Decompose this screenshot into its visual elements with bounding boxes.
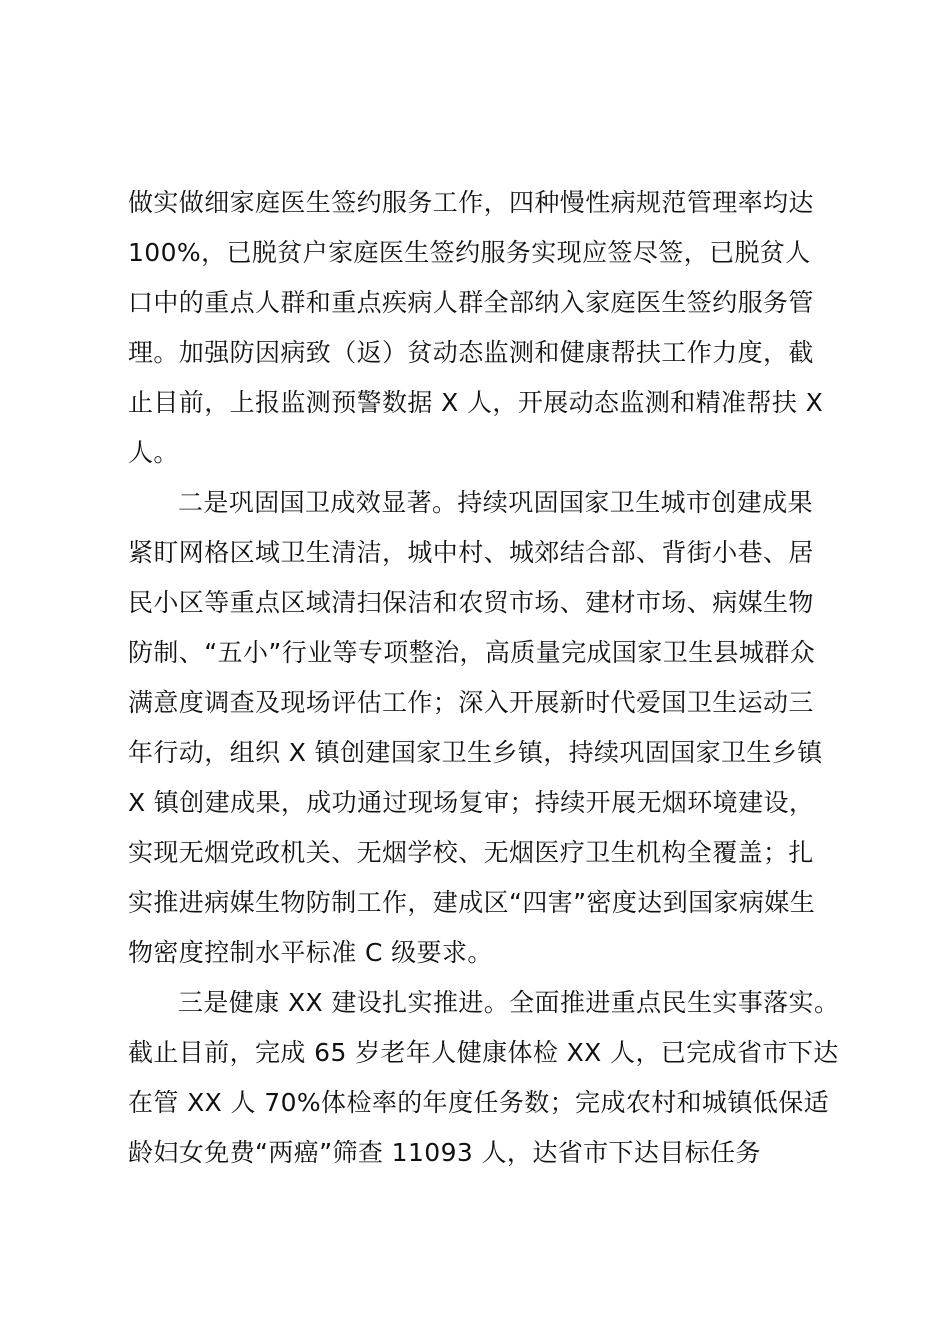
text-line: 年行动，组织 X 镇创建国家卫生乡镇，持续巩固国家卫生乡镇 — [128, 738, 823, 767]
text-line: 龄妇女免费“两癌”筛查 11093 人，达省市下达目标任务 — [128, 1138, 761, 1167]
text-line: 做实做细家庭医生签约服务工作，四种慢性病规范管理率均达 — [128, 188, 814, 217]
text-line: 100%，已脱贫户家庭医生签约服务实现应签尽签，已脱贫人 — [128, 238, 811, 267]
text-line: 紧盯网格区域卫生清洁，城中村、城郊结合部、背街小巷、居 — [128, 538, 814, 567]
text-line: 人。 — [128, 438, 179, 467]
text-line: 理。加强防因病致（返）贫动态监测和健康帮扶工作力度，截 — [128, 338, 814, 367]
text-line: 实推进病媒生物防制工作，建成区“四害”密度达到国家病媒生 — [128, 888, 816, 917]
document-body — [128, 178, 842, 1178]
text-line: 在管 XX 人 70%体检率的年度任务数；完成农村和城镇低保适 — [128, 1088, 830, 1117]
text-line: 满意度调查及现场评估工作；深入开展新时代爱国卫生运动三 — [128, 688, 814, 717]
text-line: 实现无烟党政机关、无烟学校、无烟医疗卫生机构全覆盖；扎 — [128, 838, 814, 867]
text-line: 民小区等重点区域清扫保洁和农贸市场、建材市场、病媒生物 — [128, 588, 814, 617]
text-line: X 镇创建成果，成功通过现场复审；持续开展无烟环境建设， — [128, 788, 815, 817]
text-line: 止目前，上报监测预警数据 X 人，开展动态监测和精准帮扶 X — [128, 388, 824, 417]
text-line: 二是巩固国卫成效显著。持续巩固国家卫生城市创建成果 — [178, 488, 814, 517]
text-line: 物密度控制水平标准 C 级要求。 — [128, 938, 493, 967]
text-line: 口中的重点人群和重点疾病人群全部纳入家庭医生签约服务管 — [128, 288, 814, 317]
text-line: 防制、“五小”行业等专项整治，高质量完成国家卫生县城群众 — [128, 638, 816, 667]
text-line: 截止目前，完成 65 岁老年人健康体检 XX 人，已完成省市下达 — [128, 1038, 839, 1067]
text-line: 三是健康 XX 建设扎实推进。全面推进重点民生实事落实。 — [178, 988, 840, 1017]
paragraph-1 — [128, 178, 842, 478]
paragraph-3 — [128, 978, 842, 1178]
paragraph-2 — [128, 478, 842, 978]
